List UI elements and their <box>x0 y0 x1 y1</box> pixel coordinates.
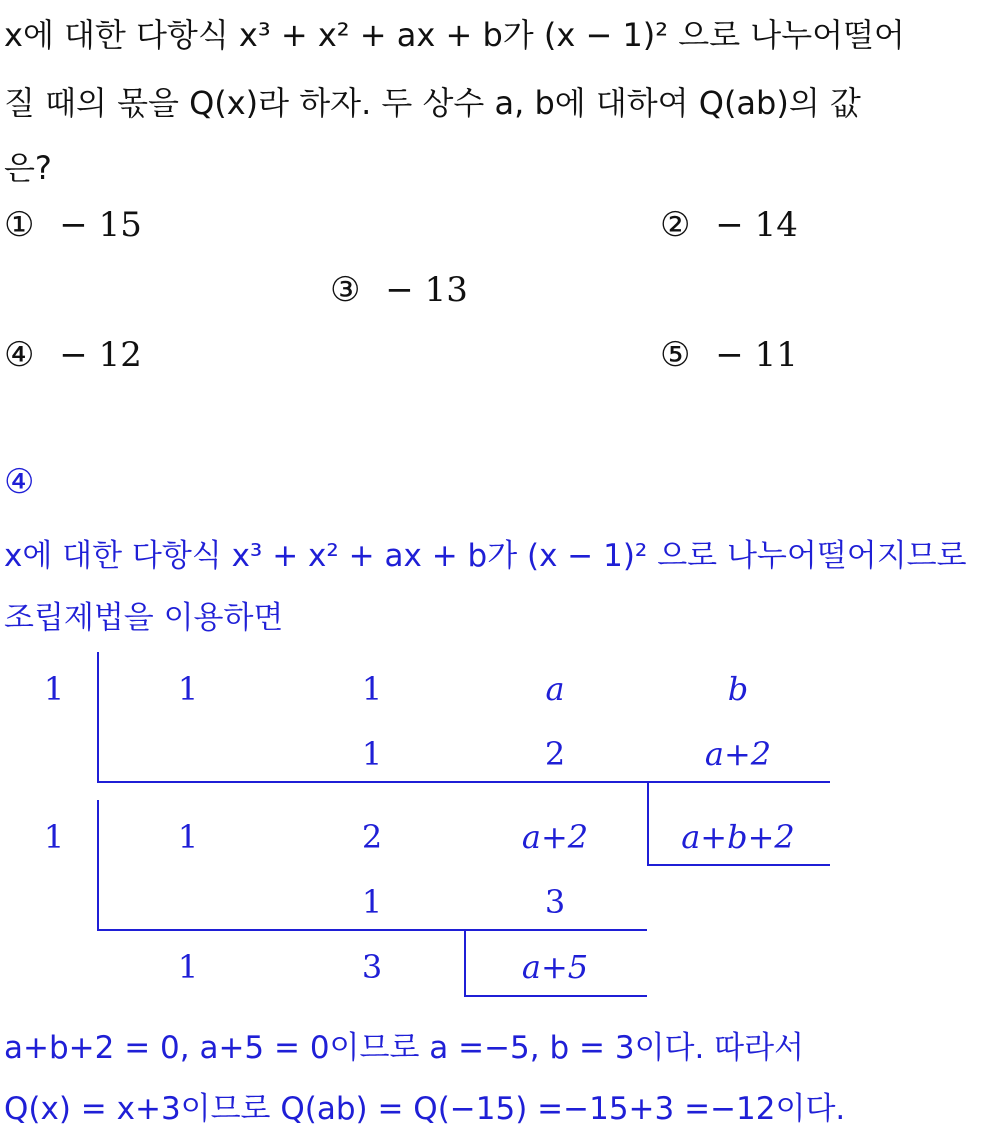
question-line-2: 질 때의 몫을 Q(x)라 하자. 두 상수 a, b에 대하여 Q(ab)의 값 <box>4 84 861 122</box>
divisor-2: 1 <box>43 818 65 856</box>
option-1-value: − 15 <box>59 205 142 245</box>
table-cell: 2 <box>544 735 566 773</box>
option-2-value: − 14 <box>715 205 798 245</box>
answer-line-1: x에 대한 다항식 x³ + x² + ax + b가 (x − 1)² 으로 나누어떨어지므로 <box>4 538 967 574</box>
option-4[interactable] <box>4 335 142 375</box>
remainder-box-1-left <box>647 783 649 865</box>
horizontal-divider-2 <box>97 929 647 931</box>
option-4-label: ④ <box>4 335 35 375</box>
remainder-1: a+b+2 <box>681 818 795 856</box>
option-5-value: − 11 <box>715 335 798 375</box>
answer-mark: ④ <box>4 462 35 502</box>
table-cell: 1 <box>361 883 383 921</box>
option-5-label: ⑤ <box>660 335 691 375</box>
table-cell: b <box>727 670 749 708</box>
table-cell: 1 <box>177 818 199 856</box>
option-3-value: − 13 <box>385 270 468 310</box>
table-cell: 1 <box>361 670 383 708</box>
table-cell: 2 <box>361 818 383 856</box>
table-cell: 3 <box>544 883 566 921</box>
option-5[interactable] <box>660 335 798 375</box>
divisor-1: 1 <box>43 670 65 708</box>
horizontal-divider-1 <box>97 781 830 783</box>
remainder-2: a+5 <box>521 948 589 986</box>
question-line-3: 은? <box>4 149 52 187</box>
vertical-divider-1 <box>97 652 99 783</box>
option-2[interactable] <box>660 205 798 245</box>
table-cell: 1 <box>177 948 199 986</box>
question-line-1: x에 대한 다항식 x³ + x² + ax + b가 (x − 1)² 으로 나누어떨어 <box>4 16 905 54</box>
remainder-box-1-bottom <box>647 864 830 866</box>
option-3[interactable] <box>330 270 468 310</box>
remainder-box-2-left <box>464 931 466 997</box>
option-3-label: ③ <box>330 270 361 310</box>
option-2-label: ② <box>660 205 691 245</box>
table-cell: a+2 <box>521 818 589 856</box>
vertical-divider-2 <box>97 800 99 931</box>
table-cell: 3 <box>361 948 383 986</box>
remainder-box-2-bottom <box>464 995 647 997</box>
option-1-label: ① <box>4 205 35 245</box>
table-cell: 1 <box>361 735 383 773</box>
table-cell: 1 <box>177 670 199 708</box>
answer-line-2: 조립제법을 이용하면 <box>4 600 284 636</box>
table-cell: a <box>545 670 565 708</box>
answer-line-4: Q(x) = x+3이므로 Q(ab) = Q(−15) =−15+3 =−12이다. <box>4 1091 846 1127</box>
option-4-value: − 12 <box>59 335 142 375</box>
option-1[interactable] <box>4 205 142 245</box>
table-cell: a+2 <box>704 735 772 773</box>
answer-line-3: a+b+2 = 0, a+5 = 0이므로 a =−5, b = 3이다. 따라서 <box>4 1030 805 1066</box>
